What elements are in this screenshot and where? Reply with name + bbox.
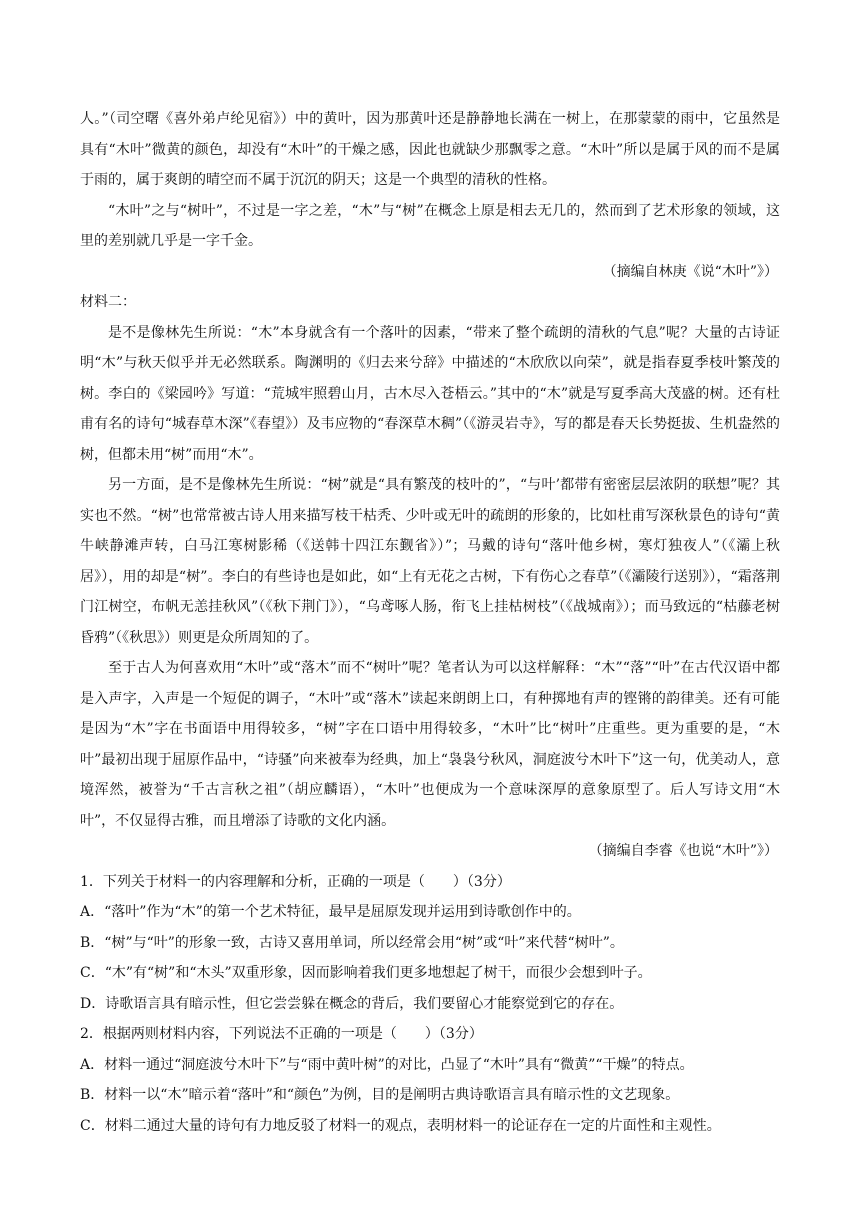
- material2-paragraph-1: 是不是像林先生所说：“木”本身就含有一个落叶的因素，“带来了整个疏朗的清秋的气息”呢？大量的古诗证明“木”与秋天似乎并无必然联系。陶渊明的《归去来兮辞》中描述的“木欣欣以向荣”，就是指春夏季枝叶繁茂的树。李白的《梁园吟》写道：“荒城牢照碧山月，古木尽入苍梧云。”其中的“木”就是写夏季高大茂盛的树。还有杜甫有名的诗句“城春草木深”《春望》）及韦应物的“春深草木稠”（《游灵岩寺》，写的都是春天长势挺拔、生机盎然的树，但都未用“树”而用“木”。: [80, 324, 780, 463]
- question-2-stem: 2．根据两则材料内容，下列说法不正确的一项是（ ）（3分）: [80, 1026, 483, 1042]
- question-1-option-b: B．“树”与“叶”的形象一致，古诗又喜用单词，所以经常会用“树”或“叶”来代替“树叶”。: [80, 934, 624, 951]
- question-1: [80, 867, 780, 1020]
- question-1-option-d: D．诗歌语言具有暗示性，但它尝尝躲在概念的背后，我们要留心才能察觉到它的存在。: [80, 995, 624, 1012]
- material1-paragraph-2: “木叶”之与“树叶”，不过是一字之差，“木”与“树”在概念上原是相去无几的，然而到了艺术形象的领域，这里的差别就几乎是一字千金。: [80, 202, 780, 249]
- question-2-option-c: C．材料二通过大量的诗句有力地反驳了材料一的观点，表明材料一的论证存在一定的片面性和主观性。: [80, 1117, 721, 1134]
- question-1-option-a: A．“落叶”作为“木”的第一个艺术特征，最早是屈原发现并运用到诗歌创作中的。: [80, 904, 581, 920]
- material2-source: （摘编自李睿《也说“木叶”》）: [588, 843, 778, 859]
- question-2: [80, 1019, 780, 1141]
- material1-source: （摘编自林庚《说“木叶”》）: [602, 263, 778, 280]
- material2-paragraph-2: 另一方面，是不是像林先生所说：“树”就是“具有繁茂的枝叶的”，“与叶’都带有密密层层浓阴的联想”呢？其实也不然。“树”也常常被古诗人用来描写枝干枯秃、少叶或无叶的疏朗的形象的，比如杜甫写深秋景色的诗句“黄牛峡静滩声转，白马江寒树影稀（《送韩十四江东觐省》）”；马戴的诗句“落叶他乡树，寒灯独夜人”（《灞上秋居》），用的却是“树”。李白的有些诗也是如此，如“上有无花之古树，下有伤心之春草”（《灞陵行送别》），“霜落荆门江树空，布帆无恙挂秋风”（《秋下荆门》），“乌鸢啄人肠，衔飞上挂枯树枝”（《战城南》）；而马致远的“枯藤老树昏鸦”（《秋思》）则更是众所周知的了。: [80, 477, 780, 646]
- question-2-option-b: B．材料一以“木”暗示着“落叶”和“颜色”为例，目的是阐明古典诗歌语言具有暗示性的文艺现象。: [80, 1087, 680, 1103]
- question-2-option-a: A．材料一通过“洞庭波兮木叶下”与“雨中黄叶树”的对比，凸显了“木叶”具有“微黄”“干燥”的特点。: [80, 1056, 694, 1073]
- material2-paragraph-3: 至于古人为何喜欢用“木叶”或“落木”而不“树叶”呢？笔者认为可以这样解释：“木”“落”“叶”在古代汉语中都是入声字，入声是一个短促的调子，“木叶”或“落木”读起来朗朗上口，有种掷地有声的铿锵的韵律美。还有可能是因为“木”字在书面语中用得较多，“树”字在口语中用得较多，“木叶”比“树叶”庄重些。更为重要的是，“木叶”最初出现于屈原作品中，“诗骚”向来被奉为经典，加上“袅袅兮秋风，洞庭波兮木叶下”这一句，优美动人，意境浑然，被誉为“千古言秋之祖”（胡应麟语），“木叶”也便成为一个意味深厚的意象原型了。后人写诗文用“木叶”，不仅显得古雅，而且增添了诗歌的文化内涵。: [80, 660, 780, 829]
- document-page: [80, 104, 780, 1141]
- question-1-stem: 1．下列关于材料一的内容理解和分析，正确的一项是（ ）（3分）: [80, 873, 511, 890]
- question-1-option-c: C．“木”有“树”和“木头”双重形象，因而影响着我们更多地想起了树干，而很少会想到叶子。: [80, 965, 652, 981]
- material1-paragraph-1: 人。”（司空曙《喜外弟卢纶见宿》）中的黄叶，因为那黄叶还是静静地长满在一树上，在那蒙蒙的雨中，它虽然是具有“木叶”微黄的颜色，却没有“木叶”的干燥之感，因此也就缺少那飘零之意。“木叶”所以是属于风的而不是属于雨的，属于爽朗的晴空而不属于沉沉的阴天；这是一个典型的清秋的性格。: [80, 111, 780, 188]
- material2-label: 材料二：: [80, 294, 136, 310]
